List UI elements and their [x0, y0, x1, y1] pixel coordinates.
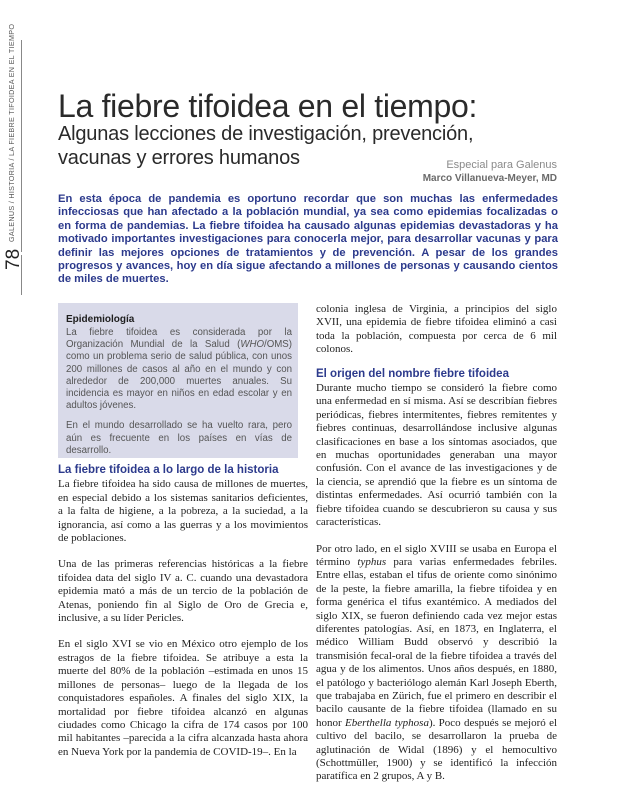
box-paragraph: La fiebre tifoidea es considerada por la Organización Mundial de la Salud (WHO/OMS) como un problema serio de salud pública, con unos 200 millones de casos al año en el mundo y con alrededor de 200,000 muertes anuales. Su incidencia es mayor en niños en edad escolar y en adultos jóvenes. — [66, 327, 292, 412]
right-column — [316, 303, 557, 784]
section-heading: El origen del nombre fiebre tifoidea — [316, 367, 509, 380]
paragraph: Por otro lado, en el siglo XVIII se usaba en Europa el término typhus para varias enfermedades febriles. Entre ellas, estaban el tifus de oriente como sinónimo de la peste, la fiebre amarilla, la fiebre tifoidea y en forma genérica el tifus exantémico. A mediados del siglo XIX, se fueron definiendo cada vez mejor estas diferentes patologías. Así, en 1873, en Inglaterra, el médico William Budd observó y describió la transmisión fecal-oral de la fiebre tifoidea a través del agua y de los alimentos. Unos años después, en 1880, el patólogo y bacteriólogo alemán Karl Joseph Eberth, que trabajaba en Zürich, fue el primero en describir el bacilo causante de la fiebre tifoidea (llamado en su honor Eberthella typhosa). Poco después se mejoró el cultivo del bacilo, se desarrollaron la prueba de aglutinación de Widal (1896) y el hemocultivo (Schottmüller, 1900) y se identificó la infección paratífica en 2 grupos, A y B. — [316, 542, 558, 783]
byline-special: Especial para Galenus — [446, 159, 557, 171]
author-name: Marco Villanueva-Meyer, MD — [422, 173, 557, 184]
sidebar — [0, 0, 28, 330]
section-heading: La fiebre tifoidea a lo largo de la historia — [58, 464, 279, 476]
box-heading: Epidemiología — [66, 314, 135, 325]
section-label: GALENUS / HISTORIA / LA FIEBRE TIFOIDEA EN EL TIEMPO — [7, 23, 16, 242]
article-title: La fiebre tifoidea en el tiempo: — [58, 88, 478, 124]
paragraph: colonia inglesa de Virginia, a principios del siglo XVII, una epidemia de fiebre tifoidea eliminó a casi toda la población, compuesta por cerca de 6 mil colonos. — [316, 303, 557, 356]
left-column — [58, 464, 308, 759]
paragraph: Una de las primeras referencias históricas a la fiebre tifoidea data del siglo IV a. C. cuando una devastadora epidemia mató a más de un tercio de la población de Atenas, poniendo fin al Siglo de Oro de Grecia e, inclusive, a su líder Pericles. — [58, 558, 308, 625]
paragraph: En el siglo XVI se vio en México otro ejemplo de los estragos de la fiebre tifoidea. Se atribuye a esta la muerte del 80% de la población –estimada en unos 15 millones de personas– luego de la llegada de los conquistadores españoles. A finales del siglo XIX, la mortalidad por fiebre tifoidea alcanzó en algunas ciudades como Chicago la cifra de 174 casos por 100 mil habitantes –parecida a la cifra alcanzada hasta ahora en Nueva York por la pandemia de COVID-19–. En la — [58, 638, 308, 758]
intro-paragraph: En esta época de pandemia es oportuno recordar que son muchas las enfermedades infecciosas que han afectado a la población mundial, ya sea como epidemias focalizadas o en forma de pandemias. La fiebre tifoidea ha causado algunas epidemias devastadoras y ha motivado importantes investigaciones para conocerla mejor, para desarrollar vacunas y para definir las mejores opciones de tratamientos y de prevención. A pesar de los grandes progresos y avances, hoy en día sigue afectando a millones de personas y causando cientos de miles de muertes. — [58, 193, 558, 286]
box-paragraph: En el mundo desarrollado se ha vuelto rara, pero aún es frecuente en los países en vías de desarrollo. — [66, 420, 292, 456]
epidemiology-box — [58, 303, 298, 458]
paragraph: La fiebre tifoidea ha sido causa de millones de muertes, en especial debido a los sistemas sanitarios deficientes, a la falta de higiene, a la pobreza, a la suciedad, a la ignorancia, así como a las guerras y a los movimientos de poblaciones. — [58, 478, 308, 545]
sidebar-rule — [21, 40, 22, 252]
page-number: 78 — [3, 248, 24, 270]
article-subtitle: Algunas lecciones de investigación, prevención, vacunas y errores humanos — [58, 123, 474, 169]
paragraph: Durante mucho tiempo se consideró la fiebre como una enfermedad en sí misma. Así se describían fiebres periódicas, fiebres intermitentes, fiebres remitentes y fiebres continuas, desarrollándose inclusive algunas clasificaciones en base a los síntomas asociados, que en muchas oportunidades generaban una mayor confusión. Con el avance de las investigaciones y de la ciencia, se aprendió que la fiebre es un síntoma de distintas enfermedades. Así ocurrió también con la fiebre tifoidea cuando se descubrieron su causa y sus características. — [316, 382, 557, 529]
